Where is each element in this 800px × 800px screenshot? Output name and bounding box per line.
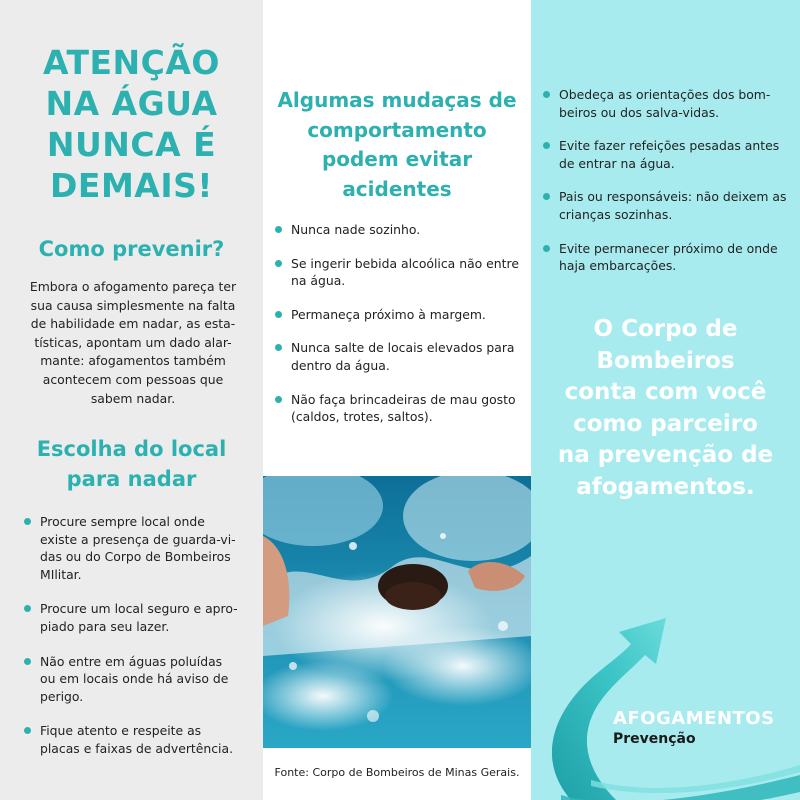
paragraph-line: sabem nadar. [90, 390, 176, 406]
item-line: de entrar na água. [559, 155, 675, 171]
heading-line: podem evitar [321, 147, 473, 171]
item-line: Pais ou responsáveis: não deixem as [559, 189, 787, 205]
bullet-icon [275, 344, 282, 351]
advice-list [543, 86, 793, 275]
prevent-paragraph [22, 278, 244, 408]
heading-line: comportamento [307, 117, 487, 142]
headline-line: ATENÇÃO [43, 43, 220, 82]
headline-line: NUNCA É [46, 125, 217, 164]
cta-line: como parceiro [573, 410, 758, 437]
list-item [275, 306, 525, 324]
headline-line: NA ÁGUA [45, 84, 218, 123]
list-item [275, 339, 525, 374]
list-item [275, 391, 525, 426]
item-line: Não entre em águas poluídas [40, 653, 223, 669]
cta-line: conta com você [564, 379, 767, 405]
heading-line: Algumas mudaças de [277, 88, 517, 112]
paragraph-line: acontecem com pessoas que [42, 371, 224, 387]
item-line: Não faça brincadeiras de mau gosto [291, 391, 516, 407]
item-line: Fique atento e respeite as [40, 723, 202, 739]
bullet-icon [275, 226, 282, 233]
bullet-icon [24, 518, 31, 525]
list-item [543, 137, 793, 172]
paragraph-line: Embora o afogamento pareça ter [29, 279, 237, 294]
call-to-action [531, 314, 800, 503]
list-item [24, 600, 249, 635]
right-panel [531, 0, 800, 800]
bullet-icon [24, 605, 31, 612]
list-item [24, 722, 249, 757]
cta-line: Bombeiros [596, 347, 735, 374]
cta-line: na prevenção de [557, 442, 774, 468]
item-line: Permaneça próximo à margem. [291, 306, 486, 322]
cta-line: O Corpo de [593, 316, 738, 342]
bullet-icon [24, 658, 31, 665]
paragraph-line: tísticas, apontam um dado alar- [34, 334, 232, 350]
item-line: beiros ou dos salva-vidas. [559, 104, 720, 120]
item-line: existe a presença de guarda-vi- [40, 531, 236, 547]
choose-heading [0, 434, 263, 494]
curved-arrow-icon [531, 600, 800, 800]
brand-title: AFOGAMENTOS [613, 708, 775, 729]
list-item [543, 86, 793, 121]
item-line: piado para seu lazer. [40, 618, 170, 634]
item-line: Nunca salte de locais elevados para [291, 340, 515, 356]
main-headline [0, 42, 263, 206]
item-line: dentro da água. [291, 357, 390, 373]
behavior-heading [263, 86, 531, 204]
list-item [275, 221, 525, 239]
brand-subtitle: Prevenção [613, 731, 696, 747]
behavior-list [275, 221, 525, 426]
bullet-icon [24, 727, 31, 734]
item-line: Nunca nade sozinho. [291, 222, 421, 237]
list-item [543, 188, 793, 223]
item-line: Procure um local seguro e apro- [40, 601, 238, 617]
paragraph-line: sua causa simplesmente na falta [30, 297, 236, 313]
item-line: perigo. [40, 688, 84, 704]
item-line: na água. [291, 273, 346, 289]
headline-line: DEMAIS! [50, 166, 213, 205]
bullet-icon [275, 260, 282, 267]
paragraph-line: mante: afogamentos também [40, 353, 226, 369]
item-line: MIlitar. [40, 566, 82, 582]
item-line: das ou do Corpo de Bombeiros [40, 549, 231, 565]
item-line: Evite permanecer próximo de onde [559, 240, 778, 256]
middle-panel [263, 0, 531, 800]
choose-list [24, 513, 249, 758]
list-item [275, 255, 525, 290]
prevent-heading: Como prevenir? [38, 237, 225, 261]
item-line: Se ingerir bebida alcoólica não entre [291, 255, 519, 271]
heading-line: para nadar [66, 467, 197, 491]
brand-block [613, 708, 775, 748]
left-panel [0, 0, 263, 800]
list-item [24, 653, 249, 706]
swimmer-splash-image [263, 476, 531, 748]
paragraph-line: de habilidade em nadar, as esta- [30, 316, 236, 332]
bullet-icon [275, 396, 282, 403]
heading-line: acidentes [342, 176, 452, 201]
heading-line: Escolha do local [36, 437, 227, 461]
bullet-icon [543, 245, 550, 252]
bullet-icon [543, 193, 550, 200]
item-line: crianças sozinhas. [559, 206, 673, 222]
item-line: haja embarcações. [559, 258, 677, 274]
item-line: Evite fazer refeições pesadas antes [559, 138, 780, 154]
item-line: ou em locais onde há aviso de [40, 671, 229, 687]
source-caption: Fonte: Corpo de Bombeiros de Minas Gerais. [274, 766, 520, 779]
item-line: (caldos, trotes, saltos). [291, 409, 433, 425]
list-item [24, 513, 249, 583]
list-item [543, 240, 793, 275]
bullet-icon [275, 311, 282, 318]
bullet-icon [543, 91, 550, 98]
swimmer-photo [263, 476, 531, 748]
bullet-icon [543, 142, 550, 149]
item-line: Obedeça as orientações dos bom- [559, 87, 771, 102]
cta-line: afogamentos. [576, 473, 755, 500]
item-line: Procure sempre local onde [40, 514, 205, 529]
item-line: placas e faixas de advertência. [40, 740, 234, 756]
